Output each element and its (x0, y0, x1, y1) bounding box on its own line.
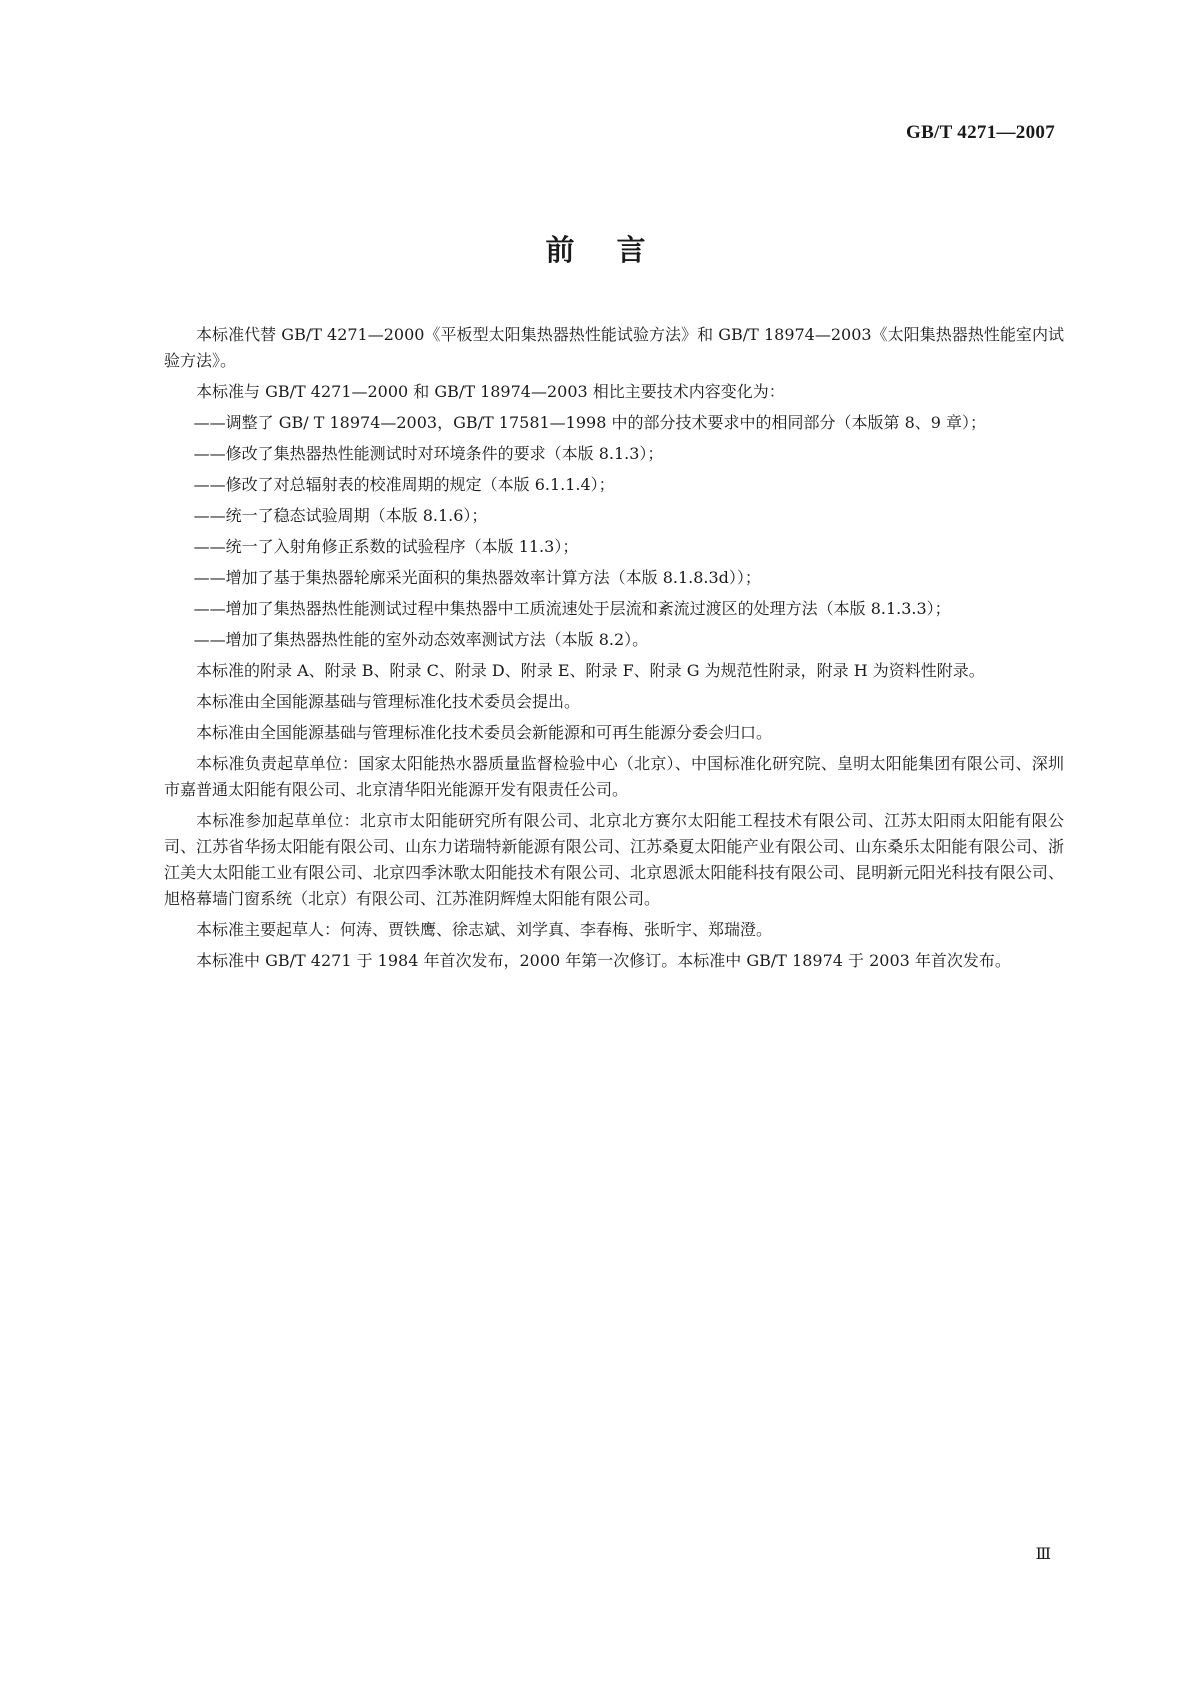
paragraph-proposed-by: 本标准由全国能源基础与管理标准化技术委员会提出。 (196, 692, 581, 711)
change-item: ——统一了稳态试验周期（本版 8.1.6）； (193, 506, 488, 525)
change-item: ——统一了入射角修正系数的试验程序（本版 11.3）； (193, 537, 579, 556)
paragraph-annexes: 本标准的附录 A、附录 B、附录 C、附录 D、附录 E、附录 F、附录 G 为规范性附录，附录 H 为资料性附录。 (196, 661, 985, 680)
paragraph-replaces: 本标准代替 GB/T 4271—2000《平板型太阳集热器热性能试验方法》和 GB/T 18974—2003《太阳集热器热性能室内试验方法》。 (164, 325, 1064, 370)
change-item: ——调整了 GB/ T 18974—2003，GB/T 17581—1998 中的部分技术要求中的相同部分（本版第 8、9 章）； (193, 413, 987, 432)
foreword-body (164, 322, 1064, 979)
change-item: ——增加了基于集热器轮廓采光面积的集热器效率计算方法（本版 8.1.8.3d））； (193, 568, 761, 587)
change-item: ——修改了集热器热性能测试时对环境条件的要求（本版 8.1.3）； (193, 444, 664, 463)
paragraph-changes-intro: 本标准与 GB/T 4271—2000 和 GB/T 18974—2003 相比主要技术内容变化为： (196, 382, 785, 401)
paragraph-drafting-units: 本标准负责起草单位：国家太阳能热水器质量监督检验中心（北京）、中国标准化研究院、皇明太阳能集团有限公司、深圳市嘉普通太阳能有限公司、北京清华阳光能源开发有限责任公司。 (164, 754, 1064, 799)
change-item: ——增加了集热器热性能的室外动态效率测试方法（本版 8.2）。 (193, 630, 649, 649)
paragraph-history: 本标准中 GB/T 4271 于 1984 年首次发布，2000 年第一次修订。本标准中 GB/T 18974 于 2003 年首次发布。 (196, 951, 1011, 970)
page-number: Ⅲ (1035, 1546, 1051, 1563)
paragraph-centralized-by: 本标准由全国能源基础与管理标准化技术委员会新能源和可再生能源分委会归口。 (196, 723, 773, 742)
paragraph-participating-units: 本标准参加起草单位：北京市太阳能研究所有限公司、北京北方赛尔太阳能工程技术有限公司、江苏太阳雨太阳能有限公司、江苏省华扬太阳能有限公司、山东力诺瑞特新能源有限公司、江苏桑夏太阳能产业有限公司、山东桑乐太阳能有限公司、浙江美大太阳能工业有限公司、北京四季沐歌太阳能技术有限公司、北京恩派太阳能科技有限公司、昆明新元阳光科技有限公司、旭格幕墙门窗系统（北京）有限公司、江苏淮阴辉煌太阳能有限公司。 (164, 811, 1064, 908)
paragraph-drafters: 本标准主要起草人：何涛、贾铁鹰、徐志斌、刘学真、李春梅、张昕宇、郑瑞澄。 (196, 920, 773, 939)
page-title: 前言 (545, 233, 688, 267)
change-item: ——修改了对总辐射表的校准周期的规定（本版 6.1.1.4）； (193, 475, 615, 494)
change-item: ——增加了集热器热性能测试过程中集热器中工质流速处于层流和紊流过渡区的处理方法（本版 8.1.3.3）； (193, 599, 951, 618)
standard-code: GB/T 4271—2007 (905, 122, 1055, 143)
